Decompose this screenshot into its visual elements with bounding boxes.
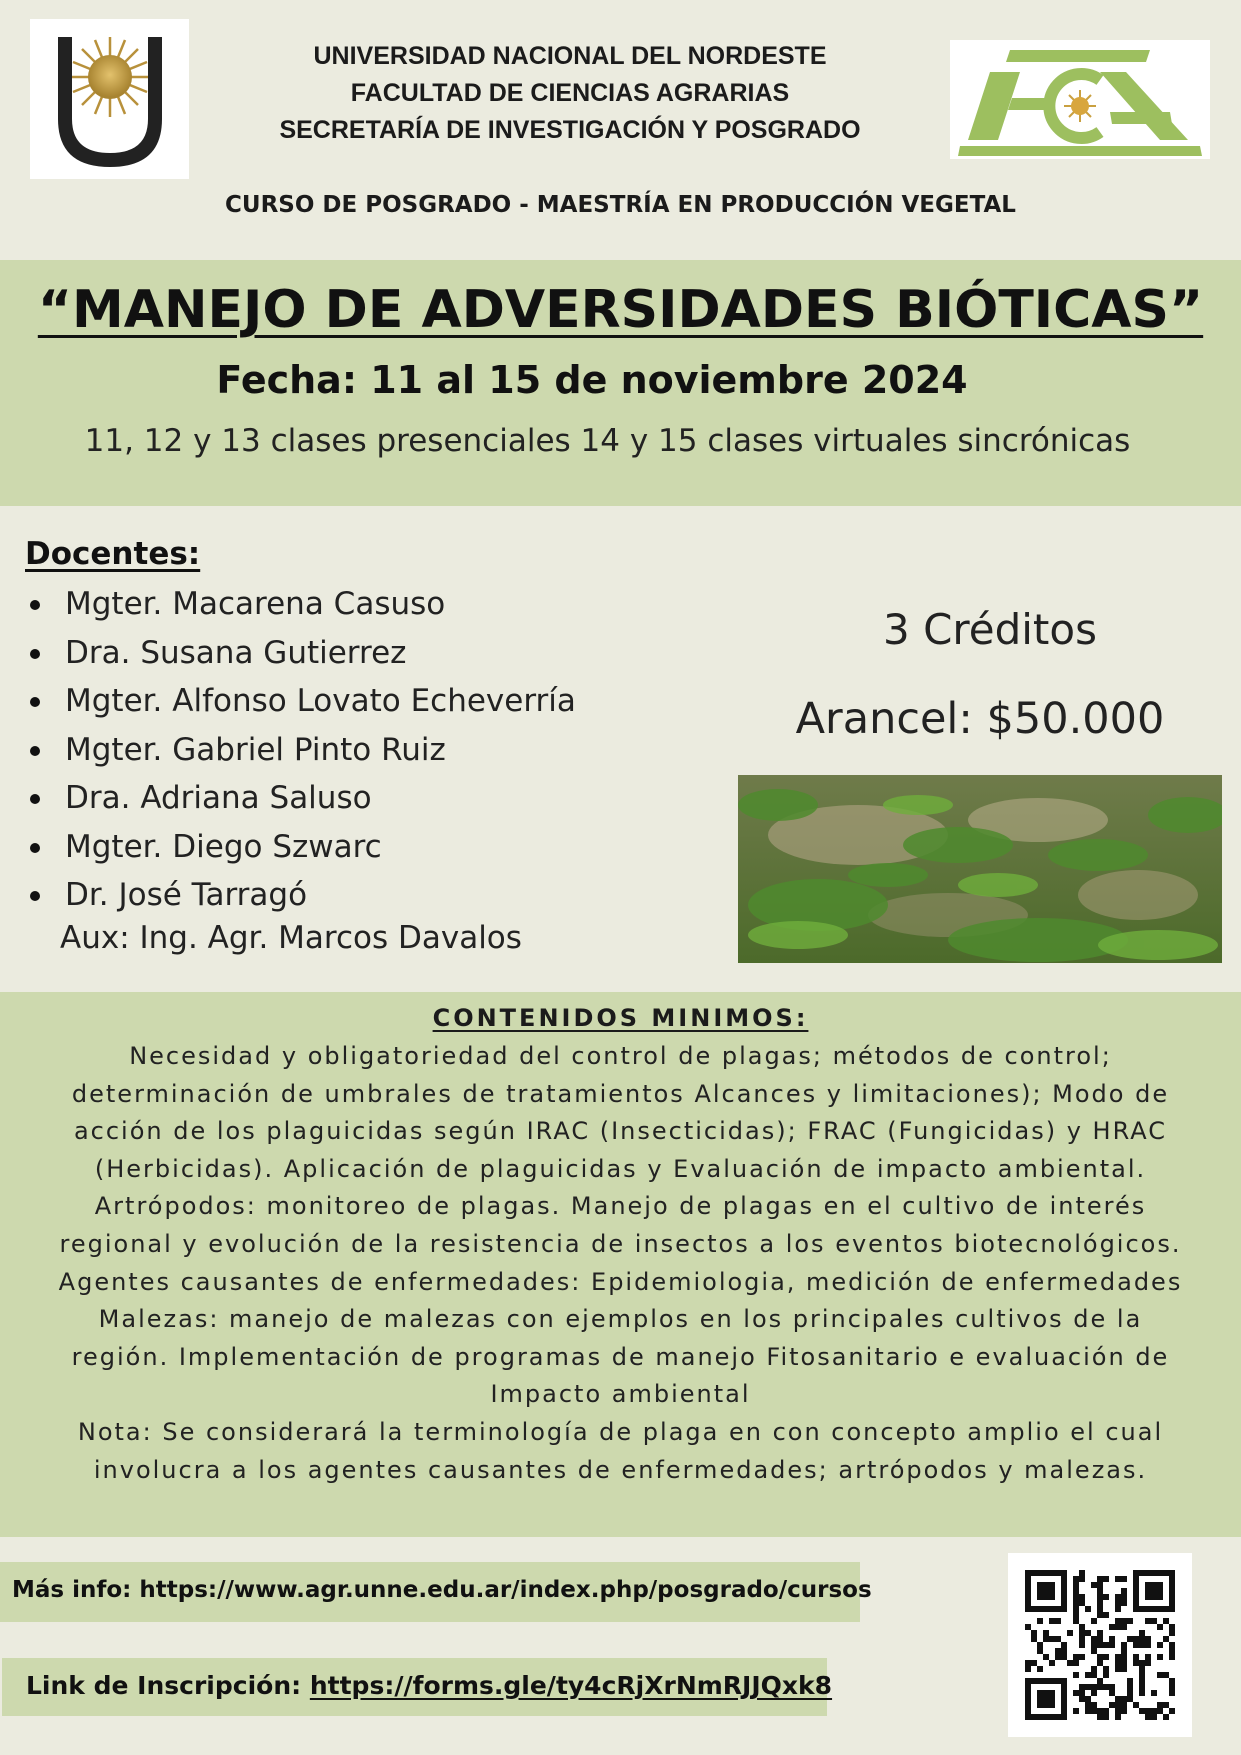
contenidos-line: determinación de umbrales de tratamientos Alcances y limitaciones); Modo de bbox=[71, 1079, 1170, 1108]
contenidos-line: acción de los plaguicidas según IRAC (Insecticidas); FRAC (Fungicidas) y HRAC bbox=[73, 1117, 1168, 1146]
list-item: Dr. José Tarragó bbox=[28, 871, 576, 920]
grass-field-image bbox=[738, 775, 1222, 963]
credits-label: 3 Créditos bbox=[883, 605, 1097, 654]
qr-code[interactable] bbox=[1008, 1553, 1192, 1737]
contenidos-line: región. Implementación de programas de manejo Fitosanitario e evaluación de bbox=[71, 1342, 1170, 1371]
fca-logo-graphic bbox=[950, 40, 1210, 159]
field-photo bbox=[738, 775, 1222, 963]
docentes-heading: Docentes: bbox=[25, 536, 201, 572]
list-item: Mgter. Macarena Casuso bbox=[28, 580, 576, 629]
unne-logo-graphic bbox=[30, 19, 189, 179]
qr-code-icon bbox=[1008, 1553, 1192, 1737]
contenidos-line: regional y evolución de la resistencia de insectos a los eventos biotecnológicos. bbox=[59, 1229, 1182, 1258]
list-item: Dra. Susana Gutierrez bbox=[28, 629, 576, 678]
course-program-line: CURSO DE POSGRADO - MAESTRÍA EN PRODUCCIÓN VEGETAL bbox=[225, 192, 1016, 218]
fee-label: Arancel: $50.000 bbox=[795, 694, 1165, 744]
contenidos-line: Agentes causantes de enfermedades: Epidemiologia, medición de enfermedades bbox=[58, 1267, 1183, 1296]
contenidos-line: Nota: Se considerará la terminología de plaga en con concepto amplio el cual bbox=[77, 1417, 1164, 1446]
contenidos-line: Artrópodos: monitoreo de plagas. Manejo de plagas en el cultivo de interés bbox=[94, 1192, 1147, 1221]
list-item: Mgter. Diego Szwarc bbox=[28, 823, 576, 872]
course-date: Fecha: 11 al 15 de noviembre 2024 bbox=[216, 358, 968, 402]
more-info-text: Más info: https://www.agr.unne.edu.ar/index.php/posgrado/cursos bbox=[12, 1577, 872, 1603]
faculty-name: FACULTAD DE CIENCIAS AGRARIAS bbox=[350, 79, 790, 107]
sun-icon bbox=[70, 37, 150, 117]
contenidos-line: involucra a los agentes causantes de enfermedades; artrópodos y malezas. bbox=[93, 1455, 1148, 1484]
list-item: Mgter. Gabriel Pinto Ruiz bbox=[28, 726, 576, 775]
list-item: Dra. Adriana Saluso bbox=[28, 774, 576, 823]
contenidos-heading: CONTENIDOS MINIMOS: bbox=[432, 1004, 809, 1032]
contenidos-line: Necesidad y obligatoriedad del control de plagas; métodos de control; bbox=[129, 1042, 1112, 1070]
class-schedule: 11, 12 y 13 clases presenciales 14 y 15 clases virtuales sincrónicas bbox=[84, 423, 1131, 459]
sun-icon bbox=[1064, 90, 1096, 122]
docentes-list bbox=[28, 580, 576, 920]
unne-logo bbox=[30, 19, 189, 179]
registration-text bbox=[26, 1671, 832, 1700]
contenidos-line: (Herbicidas). Aplicación de plaguicidas y Evaluación de impacto ambiental. bbox=[94, 1154, 1147, 1183]
university-name: UNIVERSIDAD NACIONAL DEL NORDESTE bbox=[313, 42, 827, 70]
course-title: “MANEJO DE ADVERSIDADES BIÓTICAS” bbox=[37, 280, 1204, 340]
registration-link[interactable]: https://forms.gle/ty4cRjXrNmRJJQxk8 bbox=[309, 1671, 833, 1700]
assistant-teacher: Aux: Ing. Agr. Marcos Davalos bbox=[60, 920, 522, 956]
institution-header bbox=[200, 38, 940, 149]
list-item: Mgter. Alfonso Lovato Echeverría bbox=[28, 677, 576, 726]
registration-label: Link de Inscripción: bbox=[26, 1671, 310, 1700]
contenidos-text bbox=[8, 1038, 1233, 1489]
contenidos-line: Impacto ambiental bbox=[490, 1380, 751, 1409]
contenidos-line: Malezas: manejo de malezas con ejemplos en los principales cultivos de la bbox=[98, 1305, 1143, 1334]
fca-logo bbox=[950, 40, 1210, 159]
secretariat-name: SECRETARÍA DE INVESTIGACIÓN Y POSGRADO bbox=[279, 116, 861, 144]
